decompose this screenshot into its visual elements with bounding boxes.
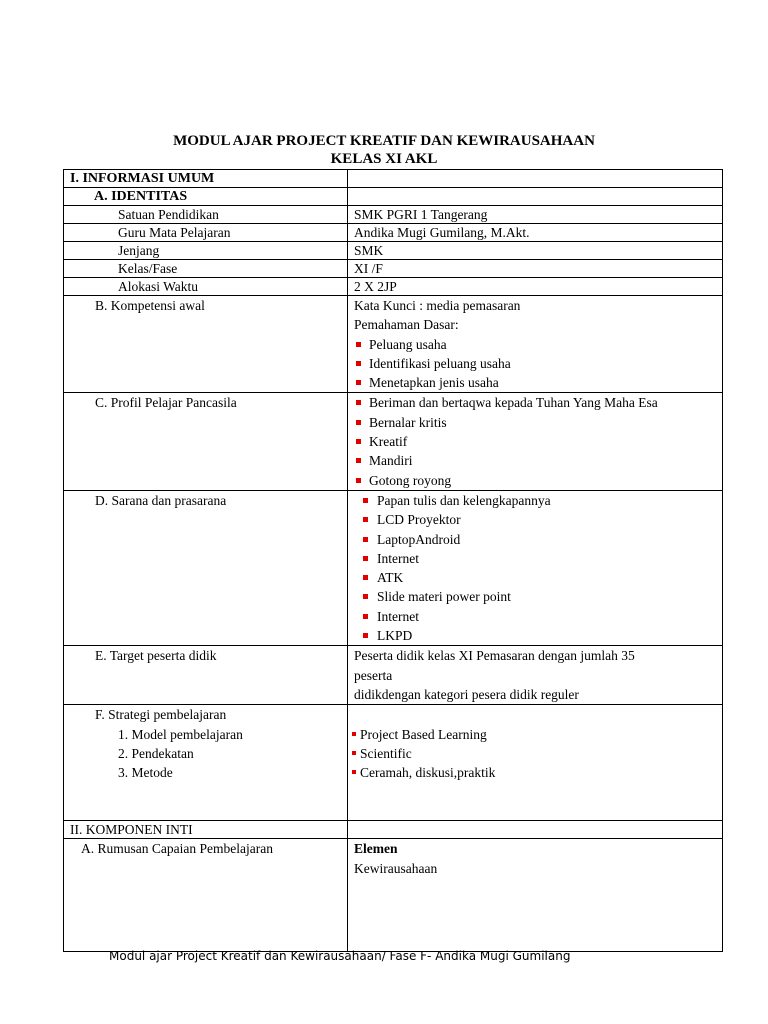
section-informasi-umum: I. INFORMASI UMUM	[64, 170, 348, 188]
document-title: MODUL AJAR PROJECT KREATIF DAN KEWIRAUSAHAAN	[173, 133, 595, 149]
row-value-guru: Andika Mugi Gumilang, M.Akt.	[348, 224, 723, 242]
list-item: Project Based Learning	[351, 725, 722, 744]
strategi-sub-pendekatan: 2. Pendekatan	[118, 745, 194, 761]
row-label-guru: Guru Mata Pelajaran	[64, 224, 348, 242]
list-item: Peluang usaha	[354, 335, 722, 354]
kompetensi-content	[348, 296, 723, 393]
section-komponen-inti: II. KOMPONEN INTI	[64, 821, 348, 839]
page-footer: Modul ajar Project Kreatif dan Kewirausahaan/ Fase F- Andika Mugi Gumilang	[109, 949, 571, 963]
row-value-satuan: SMK PGRI 1 Tangerang	[348, 206, 723, 224]
list-item: Gotong royong	[354, 471, 722, 490]
sarana-content	[348, 490, 723, 645]
kata-kunci: Kata Kunci : media pemasaran	[354, 298, 521, 313]
list-item: LaptopAndroid	[354, 530, 722, 549]
list-item: Mandiri	[354, 451, 722, 470]
profil-content	[348, 393, 723, 490]
target-content: Peserta didik kelas XI Pemasaran dengan jumlah 35 peserta didikdengan kategori pesera didik reguler	[348, 646, 723, 705]
list-item: Slide materi power point	[354, 587, 722, 606]
identitas-heading: A. IDENTITAS	[64, 188, 348, 206]
row-label-satuan: Satuan Pendidikan	[64, 206, 348, 224]
strategi-label: F. Strategi pembelajaran 1. Model pembelajaran 2. Pendekatan 3. Metode	[64, 705, 348, 821]
list-item: Beriman dan bertaqwa kepada Tuhan Yang Maha Esa	[354, 393, 722, 412]
strategi-sub-metode: 3. Metode	[118, 765, 173, 781]
list-item: Internet	[354, 549, 722, 568]
strategi-sub-model: 1. Model pembelajaran	[118, 726, 243, 742]
list-item: Papan tulis dan kelengkapannya	[354, 491, 722, 510]
row-value-kelas: XI /F	[348, 260, 723, 278]
row-label-alokasi: Alokasi Waktu	[64, 278, 348, 296]
list-item: LKPD	[354, 626, 722, 645]
row-label-jenjang: Jenjang	[64, 242, 348, 260]
list-item: LCD Proyektor	[354, 510, 722, 529]
kompetensi-label: B. Kompetensi awal	[64, 296, 348, 393]
sarana-label: D. Sarana dan prasarana	[64, 490, 348, 645]
elemen-value: Kewirausahaan	[354, 860, 438, 876]
list-item: Internet	[354, 607, 722, 626]
list-item: Identifikasi peluang usaha	[354, 354, 722, 373]
elemen-label: Elemen	[354, 841, 398, 857]
list-item: Bernalar kritis	[354, 413, 722, 432]
rumusan-content	[348, 839, 723, 952]
list-item: Kreatif	[354, 432, 722, 451]
row-label-kelas: Kelas/Fase	[64, 260, 348, 278]
list-item: Scientific	[351, 744, 722, 763]
profil-label: C. Profil Pelajar Pancasila	[64, 393, 348, 490]
list-item: Ceramah, diskusi,praktik	[351, 763, 722, 782]
document-subtitle: KELAS XI AKL	[330, 151, 438, 167]
row-value-alokasi: 2 X 2JP	[348, 278, 723, 296]
list-item: ATK	[354, 568, 722, 587]
strategi-content	[348, 705, 723, 821]
target-label: E. Target peserta didik	[64, 646, 348, 705]
module-table	[63, 169, 723, 952]
pemahaman-dasar: Pemahaman Dasar:	[354, 317, 459, 333]
list-item: Menetapkan jenis usaha	[354, 373, 722, 392]
rumusan-label: A. Rumusan Capaian Pembelajaran	[64, 839, 348, 952]
row-value-jenjang: SMK	[348, 242, 723, 260]
